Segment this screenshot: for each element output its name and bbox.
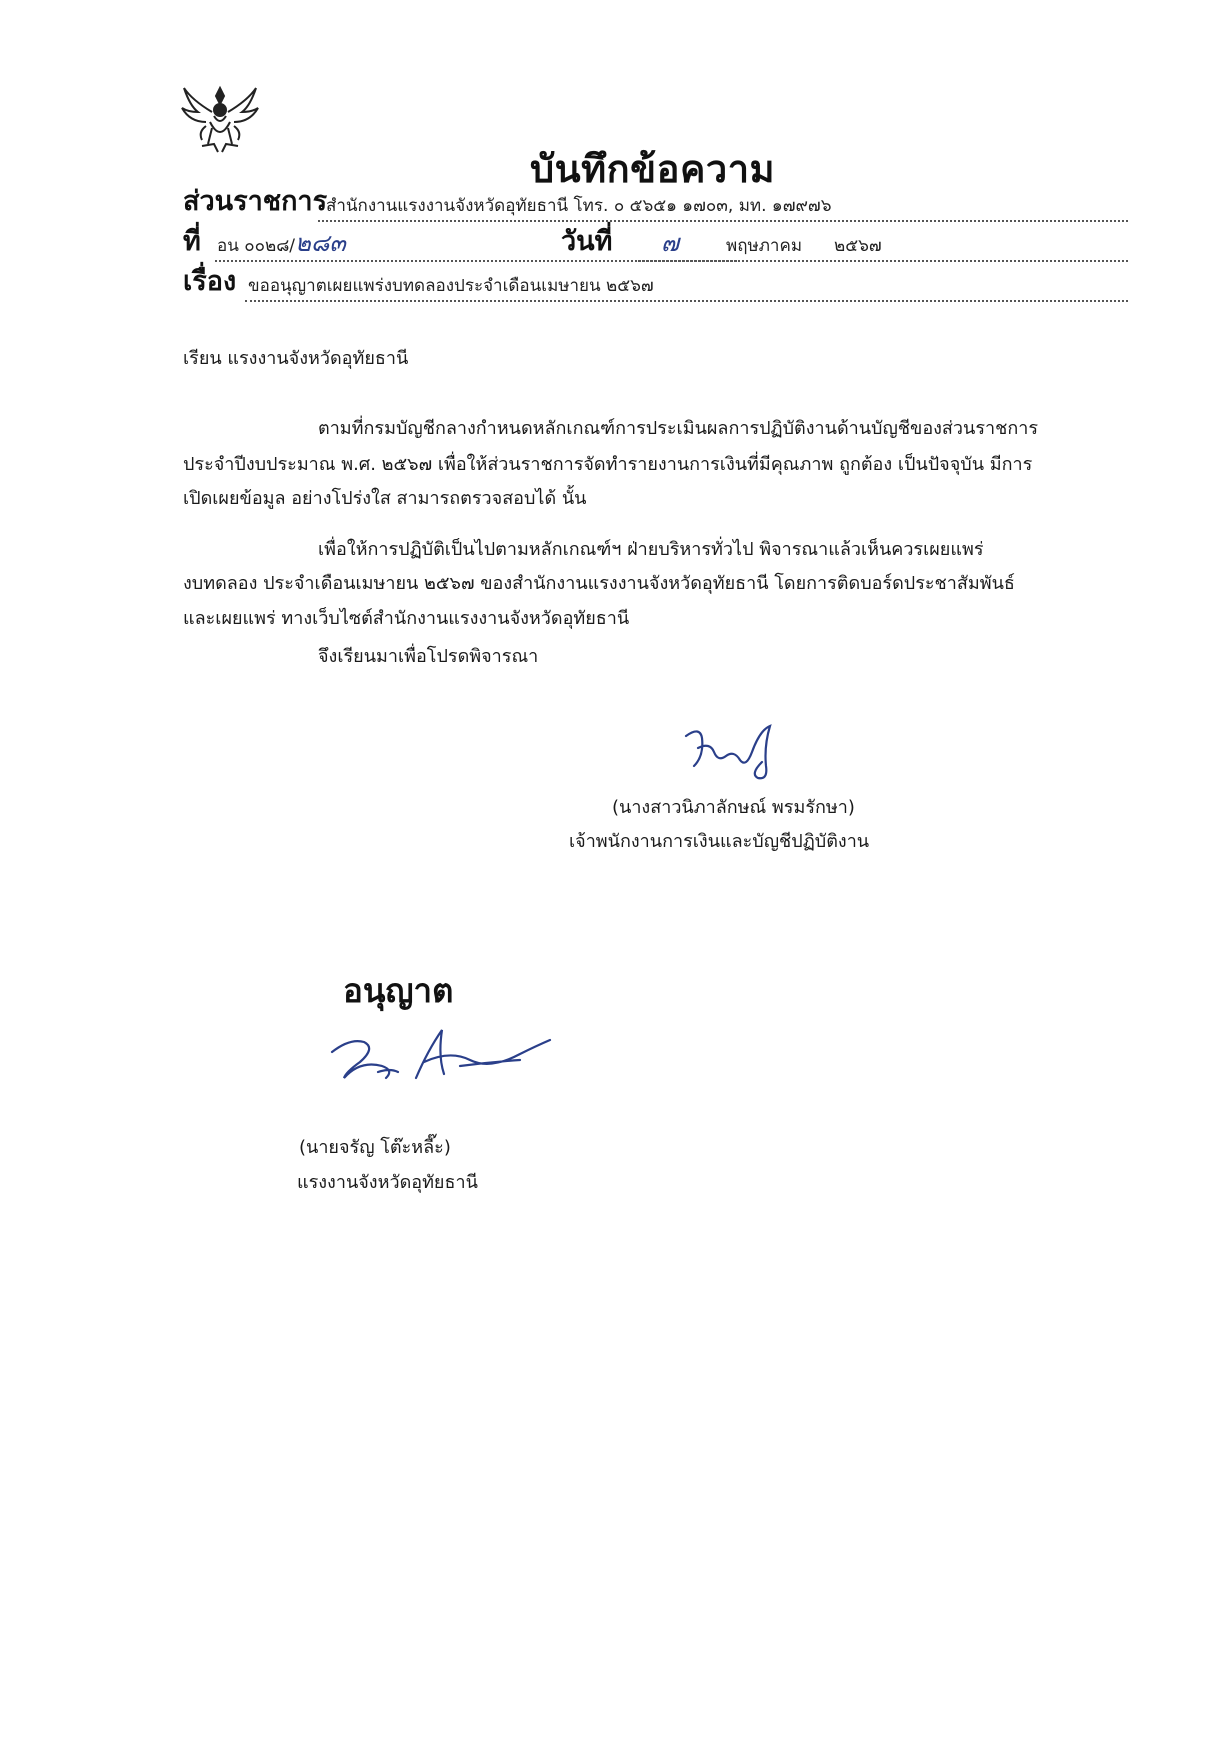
date-day: ๗ <box>661 229 680 257</box>
paragraph-1-line-1: ตามที่กรมบัญชีกลางกำหนดหลักเกณฑ์การประเมินผลการปฏิบัติงานด้านบัญชีของส่วนราชการ <box>318 418 1038 439</box>
agency-value: สำนักงานแรงงานจังหวัดอุทัยธานี โทร. ๐ ๕๖๕๑ ๑๗๐๓, มท. ๑๗๙๗๖ <box>326 196 832 216</box>
subject-row <box>183 268 1133 308</box>
garuda-emblem-icon <box>180 82 260 156</box>
agency-row <box>183 188 1133 228</box>
paragraph-2-line-2: งบทดลอง ประจำเดือนเมษายน ๒๕๖๗ ของสำนักงานแรงงานจังหวัดอุทัยธานี โดยการติดบอร์ดประชาสัมพันธ์ <box>183 573 1015 594</box>
approval-label: อนุญาต <box>343 971 454 1010</box>
approver-signature-icon <box>320 1020 560 1092</box>
signature-1-icon <box>680 722 790 786</box>
ref-label: ที่ <box>183 226 201 257</box>
closing-line: จึงเรียนมาเพื่อโปรดพิจารณา <box>318 646 539 667</box>
approver-name: (นายจรัญ โต๊ะหลี๊ะ) <box>299 1137 451 1158</box>
subject-value: ขออนุญาตเผยแพร่งบทดลองประจำเดือนเมษายน ๒๕๖๗ <box>248 276 654 296</box>
paragraph-1-line-2: ประจำปีงบประมาณ พ.ศ. ๒๕๖๗ เพื่อให้ส่วนราชการจัดทำรายงานการเงินที่มีคุณภาพ ถูกต้อง เป็นปัจจุบัน มีการ <box>183 454 1033 475</box>
paragraph-2-line-3: และเผยแพร่ ทางเว็บไซต์สำนักงานแรงงานจังหวัดอุทัยธานี <box>183 608 630 629</box>
subject-label: เรื่อง <box>183 266 237 297</box>
paragraph-1-line-3: เปิดเผยข้อมูล อย่างโปร่งใส สามารถตรวจสอบได้ นั้น <box>183 488 587 509</box>
salutation: เรียน แรงงานจังหวัดอุทัยธานี <box>183 348 409 369</box>
agency-dotted-line <box>318 220 1128 222</box>
ref-handwritten-number: ๒๘๓ <box>295 229 346 257</box>
document-title: บันทึกข้อความ <box>530 147 776 191</box>
ref-date-row <box>183 228 1133 268</box>
approver-position: แรงงานจังหวัดอุทัยธานี <box>297 1172 478 1193</box>
date-dotted-line <box>635 260 1128 262</box>
agency-label: ส่วนราชการ <box>183 186 328 217</box>
signer-1-position: เจ้าพนักงานการเงินและบัญชีปฏิบัติงาน <box>569 831 870 852</box>
date-label: วันที่ <box>561 226 613 257</box>
paragraph-2-line-1: เพื่อให้การปฏิบัติเป็นไปตามหลักเกณฑ์ฯ ฝ่ายบริหารทั่วไป พิจารณาแล้วเห็นควรเผยแพร่ <box>318 539 984 560</box>
subject-dotted-line <box>245 300 1128 302</box>
ref-value: อน ๐๐๒๘/ <box>217 236 296 256</box>
signer-1-name: (นางสาวนิภาลักษณ์ พรมรักษา) <box>612 797 855 818</box>
date-year: ๒๕๖๗ <box>834 236 882 256</box>
date-month: พฤษภาคม <box>726 236 803 256</box>
